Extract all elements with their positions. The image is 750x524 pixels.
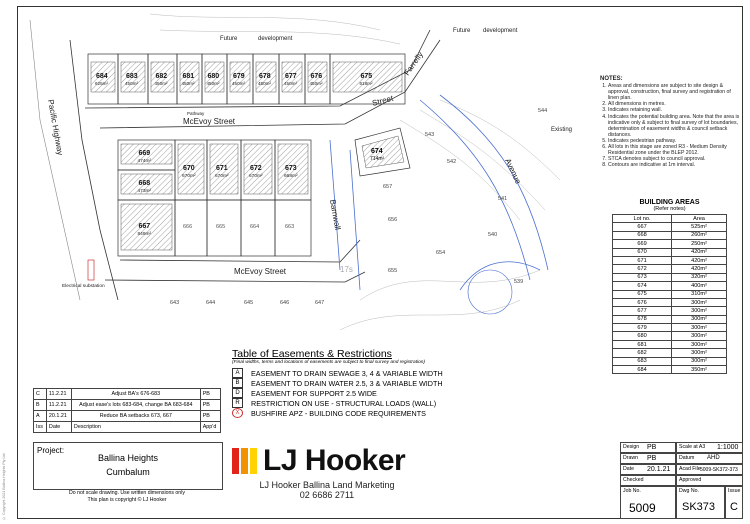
ba-area: 300m² — [672, 332, 727, 340]
lot-543: 543 — [425, 132, 435, 138]
drawn-label: Drawn — [623, 455, 638, 461]
building-areas-title: BUILDING AREAS — [639, 199, 700, 206]
future-dev-label-3: Future — [453, 28, 471, 34]
lot-679-area: 450m² — [232, 81, 246, 86]
ba-lot: 668 — [613, 231, 672, 239]
revision-desc: Adjust BA's 676-683 — [71, 389, 200, 400]
revision-date: 11.2.21 — [46, 400, 71, 411]
brand-name: LJ Hooker — [263, 444, 406, 477]
existing-label: Existing — [551, 127, 573, 133]
rev-header-date: Date — [46, 422, 71, 433]
lot-680-number: 680 — [207, 73, 220, 80]
ba-area: 420m² — [672, 248, 727, 256]
lot-668-area: 473m² — [137, 189, 152, 194]
easement-row — [232, 388, 592, 398]
brand-office: LJ Hooker Ballina Land Marketing — [259, 480, 395, 490]
title-block — [620, 442, 743, 519]
scale-value: 1:1000 — [717, 444, 739, 451]
revision-desc: Reduce BA setbacks 673, 667 — [71, 411, 200, 422]
ba-area: 320m² — [672, 273, 727, 281]
ba-lot: 667 — [613, 223, 672, 231]
lot-654: 654 — [436, 250, 446, 256]
easement-key: D — [232, 388, 243, 398]
lot-539: 539 — [514, 279, 524, 285]
revision-date: 20.1.21 — [46, 411, 71, 422]
lot-655: 655 — [388, 268, 398, 274]
drawn-value: PB — [647, 455, 657, 462]
easement-text: EASEMENT TO DRAIN SEWAGE 3, 4 & VARIABLE WIDTH — [251, 368, 443, 378]
note-item: 1. Areas and dimensions are subject to site design & approval, construction, final survey and registration of linen plan. — [608, 83, 742, 101]
lot-667-number: 667 — [138, 223, 151, 230]
issue-label: Issue — [728, 488, 741, 494]
date-label: Date — [623, 466, 634, 472]
acad-label: Acad File — [679, 466, 701, 472]
building-area-row — [613, 223, 727, 231]
ba-lot: 678 — [613, 315, 672, 323]
easement-text: RESTRICTION ON USE - STRUCTURAL LOADS (WALL) — [251, 398, 437, 408]
lot-544: 544 — [538, 108, 548, 114]
revision-iss: A — [34, 411, 47, 422]
lot-540: 540 — [488, 232, 498, 238]
revision-row — [34, 400, 221, 411]
ba-lot: 670 — [613, 248, 672, 256]
lot-676-area: 450m² — [309, 81, 323, 86]
building-area-row — [613, 290, 727, 298]
job-label: Job No. — [623, 488, 641, 494]
building-area-row — [613, 324, 727, 332]
dwg-value: SK373 — [682, 501, 716, 513]
lot-683-area: 450m² — [125, 81, 139, 86]
ba-lot: 674 — [613, 282, 672, 290]
ba-lot: 676 — [613, 298, 672, 306]
col-lot: Lot no. — [613, 215, 672, 223]
ba-area: 350m² — [672, 366, 727, 374]
building-area-row — [613, 315, 727, 323]
lot-684-area: 625m² — [95, 81, 109, 86]
ba-area: 260m² — [672, 231, 727, 239]
building-area-row — [613, 265, 727, 273]
checked-label: Checked — [623, 477, 644, 483]
lot-647: 647 — [315, 300, 325, 306]
acad-value: 5009-SK372-373 — [700, 467, 738, 473]
notes — [600, 76, 742, 168]
lot-681-area: 450m² — [181, 81, 195, 86]
note-item: 6. All lots in this stage are zoned R3 - Medium Density Residential zone under the BLEP 2012. — [608, 144, 742, 156]
lot-664-number: 664 — [250, 224, 260, 230]
building-area-row — [613, 240, 727, 248]
note-item: 7. STCA denotes subject to council approval. — [608, 156, 742, 162]
lot-676-number: 676 — [310, 73, 323, 80]
design-value: PB — [647, 444, 657, 451]
revision-date: 11.2.21 — [46, 389, 71, 400]
ba-lot: 682 — [613, 349, 672, 357]
ba-lot: 683 — [613, 357, 672, 365]
rev-header-iss: Iss — [34, 422, 47, 433]
building-area-row — [613, 366, 727, 374]
project-label: Project: — [37, 446, 65, 455]
rev-header-desc: Description — [71, 422, 200, 433]
building-area-row — [613, 349, 727, 357]
ba-area: 300m² — [672, 324, 727, 332]
building-area-row — [613, 282, 727, 290]
easement-key: A — [232, 368, 243, 378]
note-item: 5. Indicates pedestrian pathway. — [608, 138, 742, 144]
building-area-row — [613, 298, 727, 306]
building-area-row — [613, 357, 727, 365]
brand-phone: 02 6686 2711 — [299, 490, 355, 500]
lot-680-area: 450m² — [206, 81, 220, 86]
lot-666-number: 666 — [183, 224, 193, 230]
ba-area: 250m² — [672, 240, 727, 248]
notes-list — [600, 83, 742, 168]
lot-656: 656 — [388, 217, 398, 223]
ba-area: 300m² — [672, 298, 727, 306]
datum-label: Datum — [679, 455, 695, 461]
lot-673-number: 673 — [285, 165, 297, 172]
easement-row — [232, 378, 592, 388]
job-value: 5009 — [629, 501, 656, 515]
lot-678-area: 450m² — [258, 81, 272, 86]
ba-area: 300m² — [672, 307, 727, 315]
revision-app: PB — [200, 389, 220, 400]
mcevoy-street-lower: McEvoy Street — [234, 267, 287, 276]
lot-646: 646 — [280, 300, 290, 306]
revision-iss: B — [34, 400, 47, 411]
lot-673-area: 668m² — [284, 174, 298, 179]
lot-678-number: 678 — [259, 73, 271, 80]
scale-label: Scale at A3 — [679, 444, 706, 450]
disclaimer — [33, 490, 221, 504]
easement-text: BUSHFIRE APZ - BUILDING CODE REQUIREMENTS — [251, 408, 426, 418]
revision-iss: C — [34, 389, 47, 400]
ba-area: 400m² — [672, 282, 727, 290]
project-name: Ballina Heights — [97, 453, 159, 463]
lot-681-number: 681 — [182, 73, 195, 80]
future-dev-label-1: Future — [220, 36, 238, 42]
ba-lot: 673 — [613, 273, 672, 281]
stage-label: 17s — [340, 265, 353, 274]
lot-643: 643 — [170, 300, 180, 306]
lot-672-number: 672 — [250, 165, 262, 172]
building-area-row — [613, 332, 727, 340]
ba-lot: 672 — [613, 265, 672, 273]
lot-542: 542 — [447, 159, 457, 165]
lot-682-area: 450m² — [154, 81, 168, 86]
revision-app: PB — [200, 400, 220, 411]
lot-668-number: 668 — [138, 180, 151, 187]
lot-675-area: 618m² — [359, 81, 373, 86]
ba-lot: 677 — [613, 307, 672, 315]
pathway-label: Pathway — [187, 111, 205, 116]
revision-app: PB — [200, 411, 220, 422]
substation — [88, 260, 94, 280]
electrical-label: Electrical substation — [62, 284, 105, 289]
lot-671-number: 671 — [216, 165, 228, 172]
note-item: 3. Indicates retaining wall. — [608, 107, 742, 113]
ba-area: 420m² — [672, 256, 727, 264]
ba-lot: 681 — [613, 340, 672, 348]
lot-671-area: 670m² — [215, 174, 229, 179]
street-label: Street — [371, 93, 395, 108]
ba-area: 300m² — [672, 357, 727, 365]
barnwall-label: Barnwall — [328, 198, 343, 231]
ba-area: 420m² — [672, 265, 727, 273]
building-area-row — [613, 273, 727, 281]
ba-lot: 675 — [613, 290, 672, 298]
lot-644: 644 — [206, 300, 216, 306]
lot-669-area: 474m² — [137, 159, 152, 164]
revision-table — [33, 388, 221, 433]
building-area-row — [613, 231, 727, 239]
building-areas-table — [612, 214, 727, 374]
lot-541: 541 — [498, 196, 508, 202]
lot-670-area: 670m² — [182, 174, 196, 179]
notes-title: NOTES: — [600, 76, 623, 82]
disclaimer-line-2: This plan is copyright © LJ Hooker — [87, 497, 167, 503]
revision-row — [34, 389, 221, 400]
easement-key: B — [232, 378, 243, 388]
ba-area: 310m² — [672, 290, 727, 298]
lot-674-area: 714m² — [370, 156, 385, 162]
lot-684-number: 684 — [96, 73, 108, 80]
ba-lot: 669 — [613, 240, 672, 248]
design-label: Design — [623, 444, 640, 450]
mcevoy-street-upper: McEvoy Street — [183, 117, 236, 126]
ba-lot: 671 — [613, 256, 672, 264]
future-dev-label-4: development — [483, 28, 518, 34]
avenue-label: Avenue — [503, 157, 523, 186]
revision-desc: Adjust ease's lots 683-684, change BA 683-684 — [71, 400, 200, 411]
building-area-row — [613, 256, 727, 264]
lot-672-area: 670m² — [249, 174, 263, 179]
farrelly-label: Farrelly — [402, 50, 425, 78]
building-area-row — [613, 307, 727, 315]
lot-682-number: 682 — [155, 73, 168, 80]
pacific-highway-label: Pacific Highway — [46, 98, 65, 156]
project-suburb: Cumbalum — [106, 467, 150, 477]
easement-text: EASEMENT TO DRAIN WATER 2.5, 3 & VARIABLE WIDTH — [251, 378, 443, 388]
easement-row — [232, 398, 592, 408]
ba-area: 300m² — [672, 340, 727, 348]
lot-665-number: 665 — [216, 224, 226, 230]
lj-hooker-logo — [232, 444, 422, 500]
lot-683-number: 683 — [126, 73, 138, 80]
note-item: 4. Indicates the potential building area. Note that the area is indicative only & subject to final survey of lot boundaries, determination of easement widths & council setback distances. — [608, 114, 742, 138]
lot-645: 645 — [244, 300, 254, 306]
side-copyright: © Copyright 2021 Ballina Heights Pty Ltd — [2, 453, 6, 520]
easement-row — [232, 408, 592, 418]
lot-670-number: 670 — [183, 165, 195, 172]
easement-key: X — [232, 408, 243, 418]
other-lot-numbers — [170, 108, 547, 306]
ba-area: 300m² — [672, 315, 727, 323]
revision-row — [34, 411, 221, 422]
lot-657: 657 — [383, 184, 393, 190]
rev-header-app: App'd — [200, 422, 220, 433]
ba-lot: 680 — [613, 332, 672, 340]
building-areas-subtitle: (Refer notes) — [653, 206, 686, 212]
easement-row — [232, 368, 592, 378]
datum-value: AHD — [707, 455, 720, 461]
brand-blocks — [232, 448, 257, 474]
easements-title: Table of Easements & Restrictions — [232, 348, 392, 360]
issue-value: C — [730, 501, 738, 513]
lot-675-number: 675 — [360, 73, 373, 80]
col-area: Area — [672, 215, 727, 223]
disclaimer-line-1: Do not scale drawing. Use written dimensions only — [69, 490, 185, 496]
note-item: 8. Contours are indicative at 1m interval. — [608, 162, 742, 168]
easement-text: EASEMENT FOR SUPPORT 2.5 WIDE — [251, 388, 377, 398]
lot-669-number: 669 — [138, 150, 151, 157]
building-area-row — [613, 340, 727, 348]
ba-area: 525m² — [672, 223, 727, 231]
lot-679-number: 679 — [233, 73, 245, 80]
approved-label: Approved — [679, 477, 702, 483]
ba-lot: 684 — [613, 366, 672, 374]
lot-663-number: 663 — [285, 224, 295, 230]
ba-area: 300m² — [672, 349, 727, 357]
easements-subtitle: (Final widths, terms and locations of easements are subject to final survey and registration) — [232, 360, 426, 365]
future-dev-label-2: development — [258, 36, 293, 42]
lot-674-number: 674 — [371, 148, 383, 155]
dwg-label: Dwg No. — [679, 488, 699, 494]
easements — [232, 348, 592, 418]
project-box — [33, 442, 223, 490]
lot-667-area: 849m² — [137, 232, 152, 237]
lot-677-number: 677 — [285, 73, 297, 80]
building-area-row — [613, 248, 727, 256]
lot-677-area: 450m² — [284, 81, 298, 86]
date-value: 20.1.21 — [647, 466, 671, 473]
note-item: 2. All dimensions in metres. — [608, 101, 742, 107]
easement-key: R — [232, 398, 243, 408]
ba-lot: 679 — [613, 324, 672, 332]
building-areas — [612, 199, 727, 374]
